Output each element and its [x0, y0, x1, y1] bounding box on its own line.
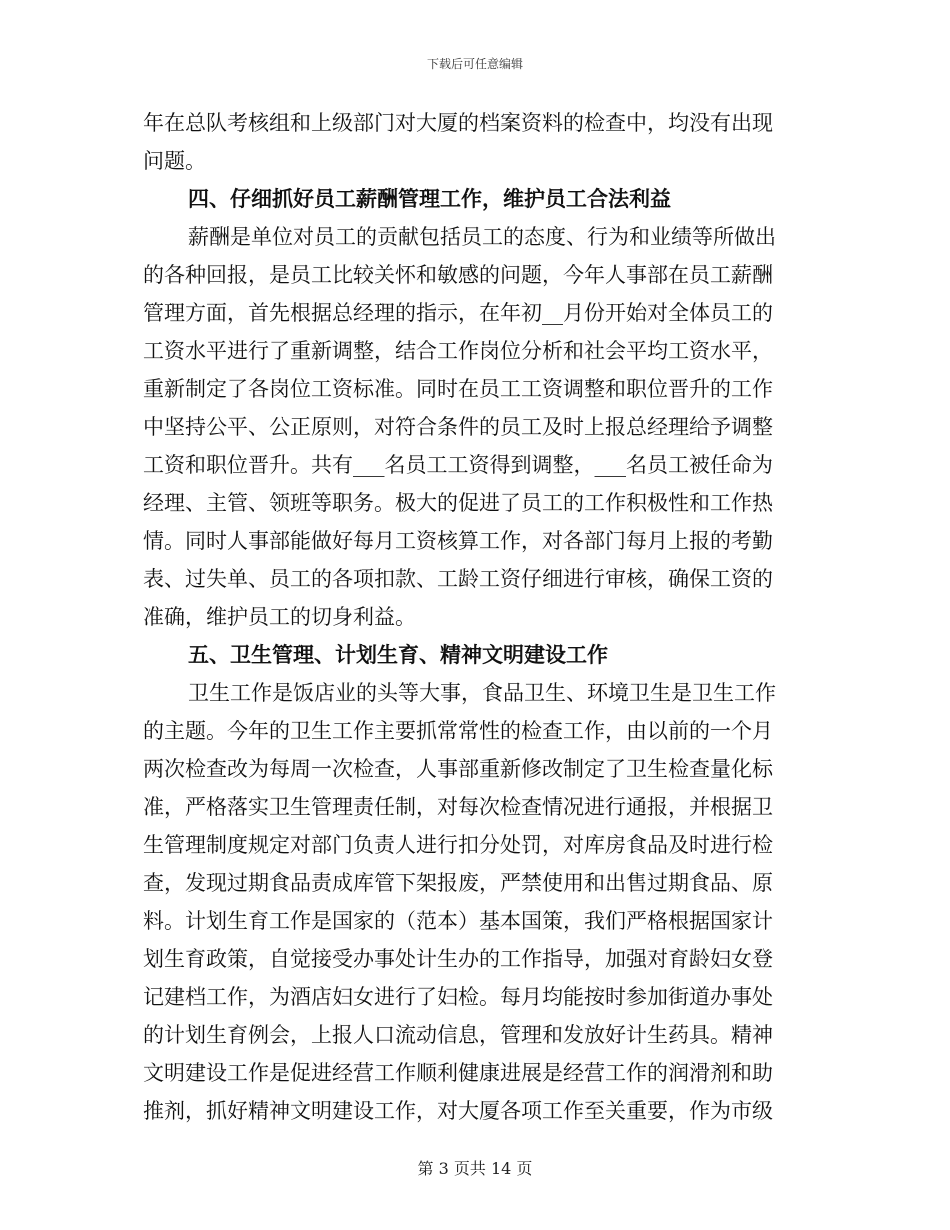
- text-line: 工资和职位晋升。共有___名员工工资得到调整，___名员工被任命为: [143, 453, 773, 477]
- text-line: 两次检查改为每周一次检查，人事部重新修改制定了卫生检查量化标: [143, 757, 773, 781]
- section-heading: 五、卫生管理、计划生育、精神文明建设工作: [188, 642, 608, 667]
- text-line: 准，严格落实卫生管理责任制，对每次检查情况进行通报，并根据卫: [143, 795, 773, 819]
- text-line: 重新制定了各岗位工资标准。同时在员工工资调整和职位晋升的工作: [143, 377, 773, 401]
- page-footer: 第 3 页共 14 页: [417, 1159, 533, 1178]
- text-line: 年在总队考核组和上级部门对大厦的档案资料的检查中，均没有出现: [143, 111, 773, 135]
- text-line: 料。计划生育工作是国家的（范本）基本国策，我们严格根据国家计: [143, 909, 773, 933]
- text-line: 问题。: [143, 149, 206, 173]
- text-line: 卫生工作是饭店业的头等大事，食品卫生、环境卫生是卫生工作: [188, 681, 776, 705]
- text-line: 的主题。今年的卫生工作主要抓常常性的检查工作，由以前的一个月: [143, 719, 773, 743]
- text-line: 生管理制度规定对部门负责人进行扣分处罚，对库房食品及时进行检: [143, 833, 773, 857]
- text-line: 的各种回报，是员工比较关怀和敏感的问题，今年人事部在员工薪酬: [143, 263, 773, 287]
- text-line: 情。同时人事部能做好每月工资核算工作，对各部门每月上报的考勤: [143, 529, 773, 553]
- text-line: 查，发现过期食品责成库管下架报废，严禁使用和出售过期食品、原: [143, 871, 773, 895]
- text-line: 中坚持公平、公正原则，对符合条件的员工及时上报总经理给予调整: [143, 415, 773, 439]
- text-line: 经理、主管、领班等职务。极大的促进了员工的工作积极性和工作热: [143, 491, 773, 515]
- text-line: 划生育政策，自觉接受办事处计生办的工作指导，加强对育龄妇女登: [143, 947, 773, 971]
- document-body: [143, 104, 803, 1130]
- text-line: 的计划生育例会，上报人口流动信息，管理和发放好计生药具。精神: [143, 1023, 773, 1047]
- text-line: 表、过失单、员工的各项扣款、工龄工资仔细进行审核，确保工资的: [143, 567, 773, 591]
- text-line: 文明建设工作是促进经营工作顺利健康进展是经营工作的润滑剂和助: [143, 1061, 773, 1085]
- text-line: 工资水平进行了重新调整，结合工作岗位分析和社会平均工资水平，: [143, 339, 773, 363]
- text-line: 管理方面，首先根据总经理的指示，在年初__月份开始对全体员工的: [143, 301, 773, 325]
- text-line: 记建档工作，为酒店妇女进行了妇检。每月均能按时参加街道办事处: [143, 985, 773, 1009]
- section-heading: 四、仔细抓好员工薪酬管理工作，维护员工合法利益: [188, 186, 671, 211]
- page-header: 下载后可任意编辑: [426, 57, 523, 71]
- text-line: 准确，维护员工的切身利益。: [143, 605, 416, 629]
- text-line: 薪酬是单位对员工的贡献包括员工的态度、行为和业绩等所做出: [188, 225, 776, 249]
- text-line: 推剂，抓好精神文明建设工作，对大厦各项工作至关重要，作为市级: [143, 1099, 773, 1123]
